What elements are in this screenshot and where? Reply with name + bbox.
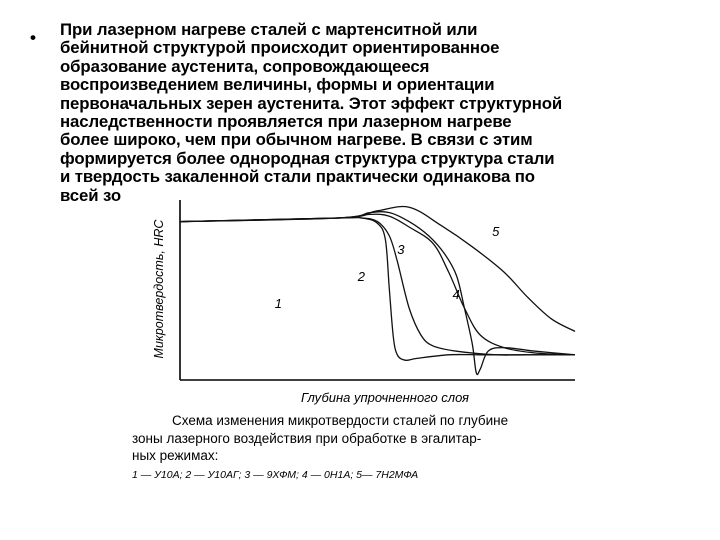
- series-line-1: [180, 217, 575, 360]
- paragraph-line: образование аустенита, сопровождающееся: [60, 56, 430, 76]
- caption-line: зоны лазерного воздействия при обработке в эгалитар-: [132, 431, 482, 446]
- paragraph-line: При лазерном нагреве сталей с мартенситной или: [60, 20, 478, 39]
- series-label-1: 1: [274, 296, 283, 311]
- series-label-5: 5: [492, 224, 500, 239]
- hardness-figure: [120, 195, 590, 495]
- y-axis-label: Микротвердость, HRC: [152, 219, 166, 359]
- series-layer: [180, 206, 575, 374]
- paragraph-line: и твердость закаленной стали практически одинакова по: [60, 167, 535, 187]
- series-label-4: 4: [452, 287, 460, 302]
- paragraph: [60, 21, 700, 205]
- series-line-2: [180, 218, 575, 356]
- bullet-marker: •: [30, 28, 36, 47]
- series-label-2: 2: [357, 269, 366, 284]
- paragraph-line: первоначальных зерен аустенита. Этот эффект структурной: [60, 93, 563, 113]
- hardness-chart: [120, 195, 590, 495]
- paragraph-line: более широко, чем при обычном нагреве. В связи с этим: [60, 130, 533, 150]
- paragraph-line: формируется более однородная структура структура стали: [60, 148, 555, 168]
- caption-line: Схема изменения микротвердости сталей по глубине: [172, 413, 509, 428]
- caption: [132, 413, 508, 481]
- series-line-5: [180, 206, 575, 331]
- paragraph-line: всей зо: [60, 185, 122, 205]
- series-label-3: 3: [397, 242, 405, 257]
- legend-line: 1 — У10А; 2 — У10АГ; 3 — 9ХФМ; 4 — 0Н1А; 5— 7Н2МФА: [132, 469, 419, 481]
- caption-line: ных режимах:: [132, 448, 219, 463]
- x-axis-label: Глубина упрочненного слоя: [300, 390, 470, 405]
- paragraph-line: воспроизведением величины, формы и ориентации: [60, 75, 495, 95]
- paragraph-line: бейнитной структурой происходит ориентированное: [60, 38, 500, 58]
- paragraph-line: наследственности проявляется при лазерном нагреве: [60, 112, 512, 132]
